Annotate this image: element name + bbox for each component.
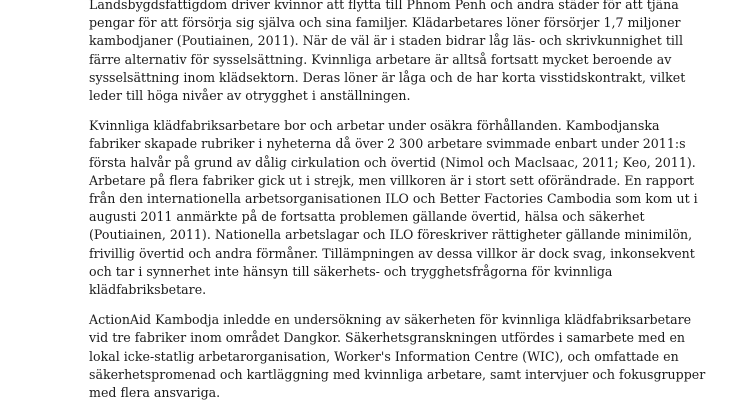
text-line: Arbetare på flera fabriker gick ut i strejk, men villkoren är i stort sett oförändrade. En rapport: [89, 172, 695, 188]
text-line: från den internationella arbetsorganisationen ILO och Better Factories Cambodia som kom ut i: [89, 191, 698, 207]
text-line: (Poutiainen, 2011). Nationella arbetslagar och ILO föreskriver rättigheter gällande minimilön,: [89, 227, 693, 243]
text-line: sysselsättning inom klädsektorn. Deras löner är låga och de har korta visstidskontrakt, vilket: [89, 69, 686, 85]
text-line: frivillig övertid och andra förmåner. Tillämpningen av dessa villkor är dock svag, inkonsekvent: [89, 245, 695, 261]
text-line: vid tre fabriker inom området Dangkor. Säkerhetsgranskningen utfördes i samarbete med en: [89, 330, 686, 346]
text-line: och tar i synnerhet inte hänsyn till säkerhets- och trygghetsfrågorna för kvinnliga: [89, 263, 613, 279]
text-line: leder till höga nivåer av otrygghet i anställningen.: [89, 88, 411, 104]
text-line: första halvår på grund av dålig cirkulation och övertid (Nimol och Maclsaac, 2011; Keo, 2011).: [89, 154, 696, 170]
text-line: Kvinnliga klädfabriksarbetare bor och arbetar under osäkra förhållanden. Kambodjanska: [89, 118, 660, 134]
paragraph-rural-poverty: [89, 0, 686, 105]
paragraph-actionaid-survey: [89, 311, 706, 402]
text-line: augusti 2011 anmärkte på de fortsatta problemen gällande övertid, hälsa och säkerhet: [89, 209, 645, 225]
text-line: Landsbygdsfattigdom driver kvinnor att flytta till Phnom Penh och andra städer för att tjäna: [89, 0, 679, 12]
text-line: kambodjaner (Poutiainen, 2011). När de väl är i staden bidrar låg läs- och skrivkunnighet till: [89, 33, 683, 49]
paragraph-gap: [89, 105, 679, 117]
paragraph-working-conditions: [89, 117, 698, 299]
text-line: fabriker skapade rubriker i nyheterna då över 2 300 arbetare svimmade enbart under 2011:s: [89, 136, 686, 152]
document-page: [89, 0, 706, 402]
text-line: ActionAid Kambodja inledde en undersökning av säkerheten för kvinnliga klädfabriksarbetare: [89, 312, 692, 328]
text-line: pengar för att försörja sig själva och sina familjer. Klädarbetares löner försörjer 1,7 miljoner: [89, 15, 681, 31]
text-line: säkerhetspromenad och kartläggning med kvinnliga arbetare, samt intervjuer och fokusgrupper: [89, 366, 706, 382]
paragraph-gap: [89, 299, 679, 311]
text-line: lokal icke-statlig arbetarorganisation, Worker's Information Centre (WIC), och omfattade en: [89, 348, 679, 364]
text-line: färre alternativ för sysselsättning. Kvinnliga arbetare är alltså fortsatt mycket beroende av: [89, 51, 672, 67]
text-line: klädfabriksbetare.: [89, 282, 207, 298]
text-line: med flera ansvariga.: [89, 385, 221, 401]
